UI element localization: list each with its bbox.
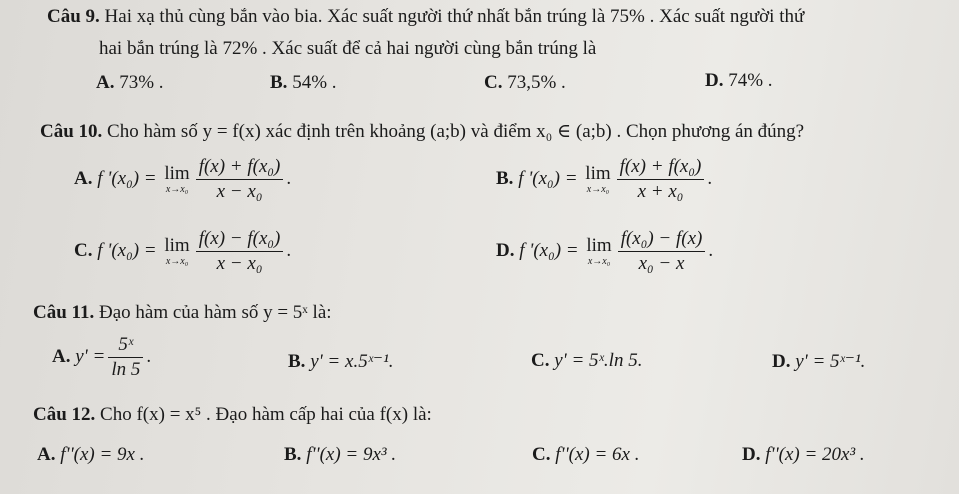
option-letter: C. bbox=[74, 239, 93, 261]
q9-line1 bbox=[47, 6, 804, 28]
option-text: 73% . bbox=[119, 72, 164, 93]
option-letter: C. bbox=[532, 444, 551, 465]
q9-text2: hai bắn trúng là 72% . Xác suất để cả hai người cùng bắn trúng là bbox=[99, 38, 597, 59]
option-text: 54% . bbox=[292, 72, 337, 93]
q11-option-c[interactable] bbox=[531, 350, 642, 372]
q11-text: Đạo hàm của hàm số y = 5ˣ là: bbox=[99, 302, 332, 323]
q9-option-b[interactable] bbox=[270, 72, 337, 94]
option-letter: C. bbox=[484, 72, 503, 93]
q10-option-a[interactable]: A. f '(x₀) = lim x→x₀ $\frac{\text{f(x) + f(x₀)}}{\text{x − x₀}}$ . bbox=[74, 156, 292, 202]
q12-option-b[interactable] bbox=[284, 444, 396, 466]
option-letter: A. bbox=[74, 167, 93, 189]
q9-option-d[interactable] bbox=[705, 70, 773, 92]
q12-line bbox=[33, 404, 432, 426]
option-text: 73,5% . bbox=[507, 72, 566, 93]
q10-option-b[interactable]: B. f '(x₀) = lim x→x₀ $\frac{\text{f(x) + f(x₀)}}{\text{x + x₀}}$ . bbox=[496, 156, 713, 202]
option-letter: C. bbox=[531, 350, 550, 371]
option-letter: B. bbox=[288, 351, 306, 372]
limit-operator: lim x→x₀ bbox=[586, 235, 612, 267]
q12-label: Câu 12. bbox=[33, 404, 96, 425]
option-letter: D. bbox=[742, 444, 761, 465]
option-lhs: y' = bbox=[75, 345, 106, 367]
option-lhs: f '(x₀) = bbox=[519, 239, 579, 261]
option-text: f''(x) = 9x . bbox=[60, 444, 145, 465]
option-text: 74% . bbox=[728, 70, 773, 91]
option-letter: B. bbox=[284, 444, 302, 465]
q10-line bbox=[40, 120, 804, 143]
option-lhs: f '(x₀) = bbox=[97, 167, 157, 189]
option-text: f''(x) = 20x³ . bbox=[765, 444, 865, 465]
option-text: y' = 5ˣ⁻¹. bbox=[795, 351, 866, 372]
option-text: f''(x) = 6x . bbox=[555, 444, 640, 465]
q11-option-b[interactable] bbox=[288, 350, 394, 373]
q9-line2 bbox=[99, 38, 596, 60]
q9-text1: Hai xạ thủ cùng bắn vào bia. Xác suất người thứ nhất bắn trúng là 75% . Xác suất người thứ bbox=[104, 6, 805, 27]
option-letter: B. bbox=[270, 72, 288, 93]
q9-option-a[interactable] bbox=[96, 72, 164, 94]
limit-operator: lim x→x₀ bbox=[164, 163, 190, 195]
option-text: y' = 5ˣ.ln 5. bbox=[554, 350, 643, 371]
option-letter: D. bbox=[496, 239, 515, 261]
q10-option-d[interactable]: D. f '(x₀) = lim x→x₀ $\frac{\text{f(x₀) − f(x)}}{\text{x₀ − x}}$ . bbox=[496, 228, 714, 274]
q12-text: Cho f(x) = x⁵ . Đạo hàm cấp hai của f(x) là: bbox=[100, 404, 432, 425]
limit-operator: lim x→x₀ bbox=[585, 163, 611, 195]
q10-text: Cho hàm số y = f(x) xác định trên khoảng (a;b) và điểm x₀ ∈ (a;b) . Chọn phương án đúng? bbox=[107, 121, 805, 142]
limit-operator: lim x→x₀ bbox=[164, 235, 190, 267]
q12-option-d[interactable] bbox=[742, 444, 865, 466]
q12-option-c[interactable] bbox=[532, 444, 639, 466]
option-letter: A. bbox=[96, 72, 115, 93]
option-letter: D. bbox=[705, 70, 724, 91]
q10-option-c[interactable]: C. f '(x₀) = lim x→x₀ $\frac{\text{f(x) − f(x₀)}}{\text{x − x₀}}$ . bbox=[74, 228, 292, 274]
option-text: f''(x) = 9x³ . bbox=[306, 444, 397, 465]
q10-label: Câu 10. bbox=[40, 121, 103, 142]
option-text: y' = x.5ˣ⁻¹. bbox=[310, 351, 394, 372]
option-letter: D. bbox=[772, 351, 791, 372]
q11-line bbox=[33, 302, 332, 324]
option-lhs: f '(x₀) = bbox=[518, 167, 578, 189]
option-letter: A. bbox=[37, 444, 56, 465]
option-letter: A. bbox=[52, 345, 71, 367]
fraction: $\frac{\text{f(x) + f(x₀)}}{\text{x + x₀}}$ bbox=[617, 156, 705, 203]
q9-option-c[interactable] bbox=[484, 72, 566, 94]
fraction: $\frac{\text{f(x) + f(x₀)}}{\text{x − x₀}}$ bbox=[196, 156, 284, 203]
option-letter: B. bbox=[496, 167, 514, 189]
fraction: $\frac{\text{f(x) − f(x₀)}}{\text{x − x₀}}$ bbox=[196, 228, 284, 275]
q11-label: Câu 11. bbox=[33, 302, 95, 323]
fraction: $\frac{\text{f(x₀) − f(x)}}{\text{x₀ − x}}$ bbox=[618, 228, 706, 275]
q9-label: Câu 9. bbox=[47, 6, 100, 27]
q11-option-d[interactable] bbox=[772, 350, 865, 373]
q11-option-a[interactable]: A. y' = $\frac{\text{5ˣ}}{\ln 5}$ . bbox=[52, 334, 152, 380]
option-lhs: f '(x₀) = bbox=[97, 239, 157, 261]
fraction: $\frac{\text{5ˣ}}{\ln 5}$ bbox=[108, 334, 143, 381]
q12-option-a[interactable] bbox=[37, 444, 144, 466]
